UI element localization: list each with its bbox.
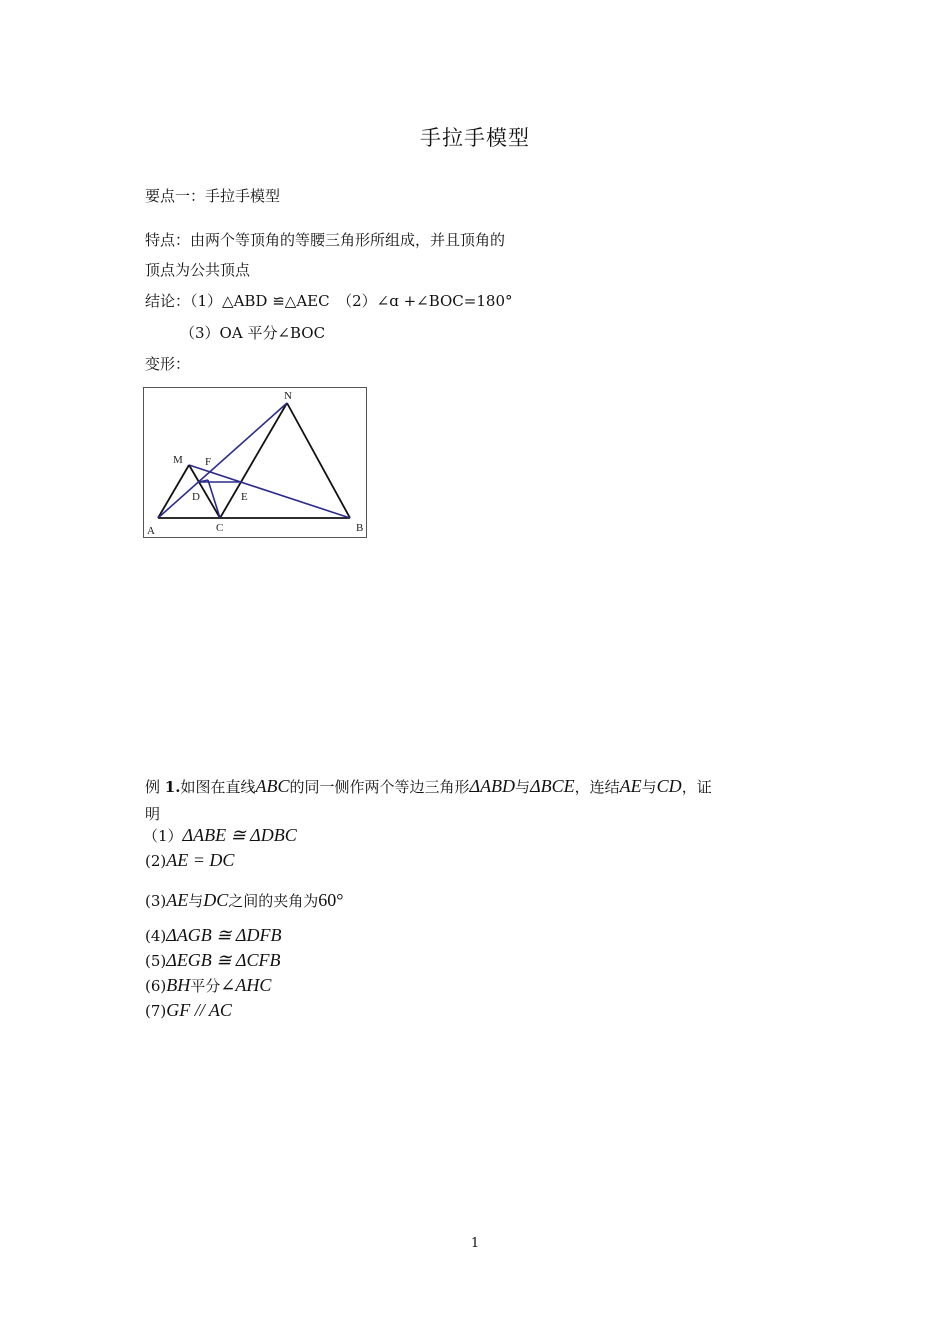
proof-item-2: (2)AE = DC bbox=[145, 850, 235, 870]
segment-cn bbox=[220, 403, 287, 518]
label-d: D bbox=[192, 491, 200, 503]
label-n: N bbox=[284, 390, 292, 402]
features-line-2: 顶点为公共顶点 bbox=[145, 261, 251, 279]
label-f: F bbox=[205, 456, 212, 468]
geometry-diagram bbox=[144, 388, 366, 537]
proof-item-1: （1）ΔABE ≅ ΔDBC bbox=[143, 825, 297, 845]
key-point-heading: 要点一：手拉手模型 bbox=[145, 187, 281, 205]
geometry-figure bbox=[143, 387, 367, 538]
page-title: 手拉手模型 bbox=[420, 126, 530, 150]
proof-item-4: (4)ΔAGB ≅ ΔDFB bbox=[145, 925, 282, 945]
proof-item-3: (3)AE与DC之间的夹角为60° bbox=[145, 890, 344, 910]
variant-label: 变形： bbox=[145, 355, 191, 373]
segment-am bbox=[158, 465, 189, 518]
conclusion-line-2: （3）OA 平分∠BOC bbox=[180, 324, 326, 342]
example-line-2: 明 bbox=[145, 805, 161, 823]
example-number: 1. bbox=[164, 778, 181, 796]
page-number: 1 bbox=[470, 1236, 480, 1251]
label-m: M bbox=[173, 454, 183, 466]
proof-item-5: (5)ΔEGB ≅ ΔCFB bbox=[145, 950, 281, 970]
example-line-1: 例 1.如图在直线ABC的同一侧作两个等边三角形ΔABD与ΔBCE，连结AE与CD，证 bbox=[145, 776, 712, 796]
label-e: E bbox=[241, 491, 248, 503]
features-line-1: 特点：由两个等顶角的等腰三角形所组成，并且顶角的 bbox=[145, 231, 506, 249]
label-b: B bbox=[356, 522, 364, 534]
conclusion-line-1: 结论：（1）△ABD ≌△AEC （2）∠ɑ +∠BOC=180° bbox=[145, 292, 513, 310]
label-c: C bbox=[216, 522, 224, 534]
proof-item-7: (7)GF // AC bbox=[145, 1000, 232, 1020]
proof-item-6: (6)BH平分∠AHC bbox=[145, 975, 272, 995]
example-prefix: 例 bbox=[145, 778, 161, 796]
label-a: A bbox=[147, 525, 155, 537]
